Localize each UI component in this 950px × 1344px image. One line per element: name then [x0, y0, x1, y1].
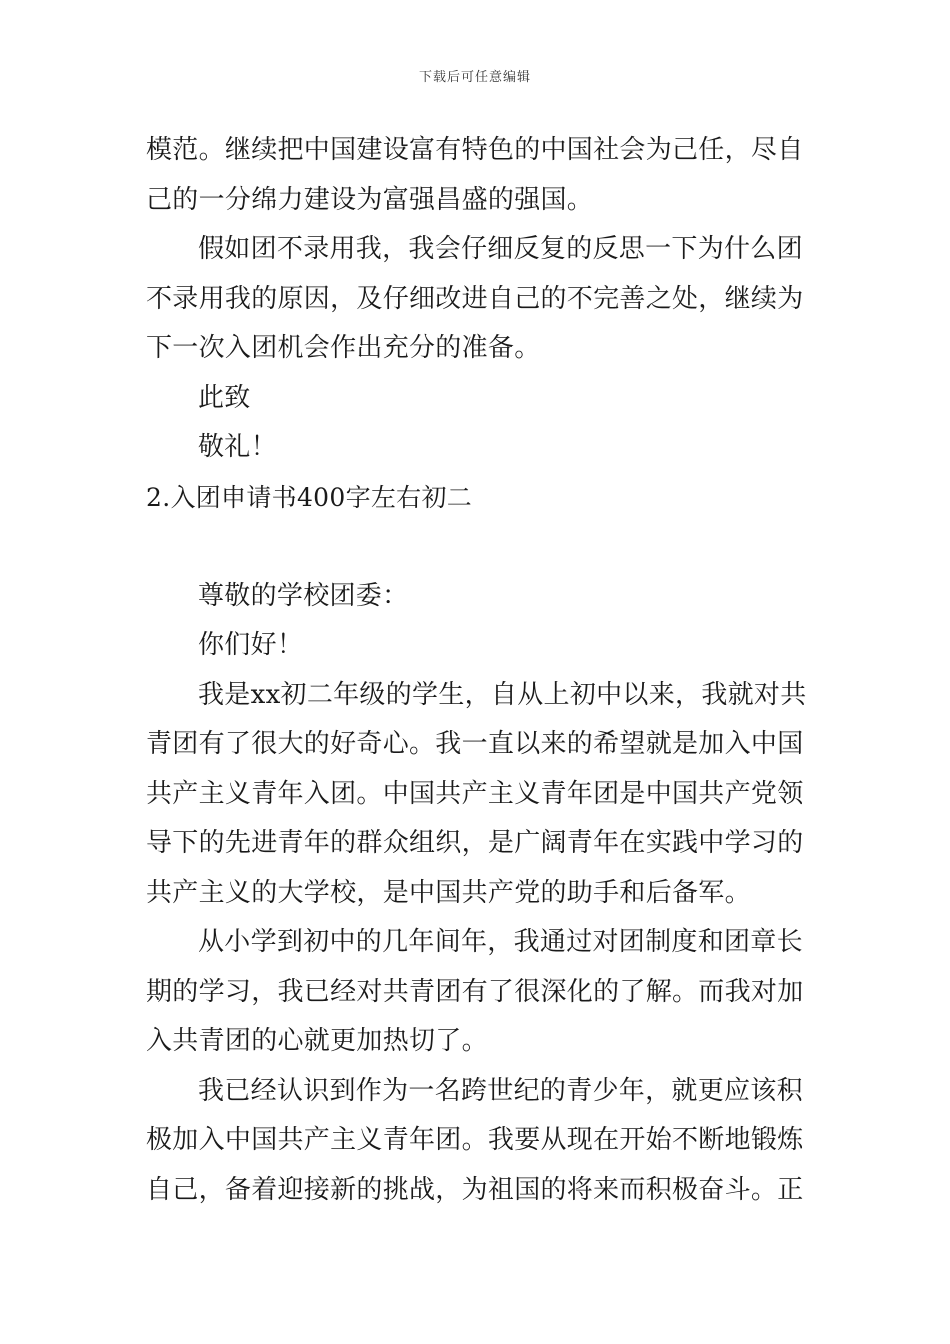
paragraph-start: 我是xx初二年级的学生，自从上初中以来，我就对共: [198, 679, 807, 710]
blank-line: [146, 522, 810, 572]
closing-salutation: 此致: [198, 382, 251, 413]
text-line: 不录用我的原因，及仔细改进自己的不完善之处，继续为: [146, 283, 804, 314]
page-header-note: 下载后可任意编辑: [418, 70, 531, 85]
paragraph-start: 我已经认识到作为一名跨世纪的青少年，就更应该积: [198, 1075, 803, 1106]
paragraph-start: 从小学到初中的几年间年，我通过对团制度和团章长: [198, 927, 803, 957]
text-line: 己的一分绵力建设为富强昌盛的强国。: [146, 184, 594, 215]
paragraph-start: 假如团不录用我，我会仔细反复的反思一下为什么团: [198, 234, 803, 264]
closing-regards: 敬礼！: [198, 432, 277, 462]
text-line: 导下的先进青年的群众组织，是广阔青年在实践中学习的: [146, 828, 804, 858]
text-line: 共产主义的大学校，是中国共产党的助手和后备军。: [146, 877, 751, 908]
text-line: 极加入中国共产主义青年团。我要从现在开始不断地锻炼: [146, 1125, 804, 1155]
letter-hello: 你们好！: [198, 630, 304, 660]
letter-greeting: 尊敬的学校团委：: [198, 580, 409, 611]
text-line: 期的学习，我已经对共青团有了很深化的了解。而我对加: [146, 976, 804, 1007]
text-line: 自己，备着迎接新的挑战，为祖国的将来而积极奋斗。正: [146, 1174, 804, 1205]
text-line: 入共青团的心就更加热切了。: [146, 1026, 488, 1056]
text-line: 共产主义青年入团。中国共产主义青年团是中国共产党领: [146, 778, 804, 809]
document-body: [146, 126, 810, 1215]
text-line: 模范。继续把中国建设富有特色的中国社会为己任，尽自: [146, 135, 804, 165]
section-heading: 2.入团申请书400字左右初二: [146, 482, 473, 512]
text-line: 青团有了很大的好奇心。我一直以来的希望就是加入中国: [146, 729, 804, 759]
text-line: 下一次入团机会作出充分的准备。: [146, 333, 541, 363]
